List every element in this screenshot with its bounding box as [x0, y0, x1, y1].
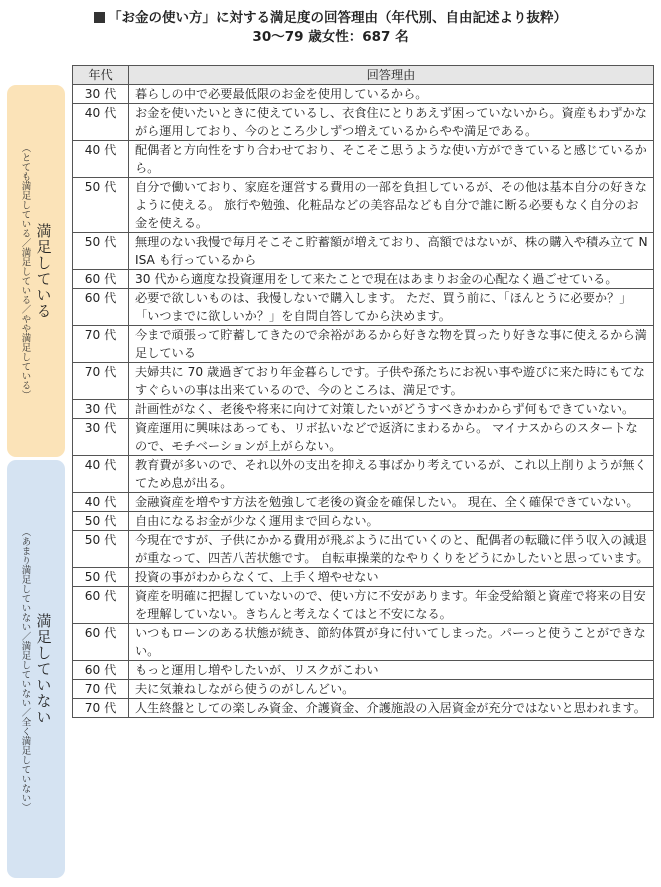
- row-age: 40 代: [73, 493, 129, 512]
- row-age: 50 代: [73, 512, 129, 531]
- table-row: [73, 587, 654, 624]
- column-header-age: 年代: [73, 66, 129, 85]
- group-unsatisfied-title: 満足していない: [34, 613, 53, 725]
- square-bullet-icon: [94, 12, 105, 23]
- table-row: [73, 326, 654, 363]
- table-row: [73, 456, 654, 493]
- row-age: 40 代: [73, 104, 129, 141]
- table-row: [73, 531, 654, 568]
- row-age: 70 代: [73, 326, 129, 363]
- table-row: [73, 363, 654, 400]
- row-reason: 人生終盤としての楽しみ資金、介護資金、介護施設の入居資金が充分ではないと思われます。: [129, 699, 654, 718]
- row-reason: 無理のない我慢で毎月そこそこ貯蓄額が増えており、高額ではないが、株の購入や積み立て NISA も行っているから: [129, 233, 654, 270]
- row-reason: 教育費が多いので、それ以外の支出を抑える事ばかり考えているが、これ以上削りようが無くてため息が出る。: [129, 456, 654, 493]
- group-satisfied-subtitle: （とても満足している／満足している／やや満足している）: [19, 142, 31, 400]
- table-row: [73, 289, 654, 326]
- row-age: 60 代: [73, 587, 129, 624]
- row-reason: 暮らしの中で必要最低限のお金を使用しているから。: [129, 85, 654, 104]
- page-title-text: 「お金の使い方」に対する満足度の回答理由（年代別、自由記述より抜粋）: [108, 10, 567, 26]
- row-age: 30 代: [73, 85, 129, 104]
- table-row: [73, 270, 654, 289]
- row-reason: 計画性がなく、老後や将来に向けて対策したいがどうすべきかわからず何もできていない。: [129, 400, 654, 419]
- row-age: 50 代: [73, 568, 129, 587]
- row-age: 60 代: [73, 624, 129, 661]
- table-row: [73, 699, 654, 718]
- table-row: [73, 85, 654, 104]
- table-row: [73, 141, 654, 178]
- row-age: 50 代: [73, 233, 129, 270]
- row-reason: 必要で欲しいものは、我慢しないで購入します。 ただ、買う前に、「ほんとうに必要か？」「いつまでに欲しいか？」を自問自答してから決めます。: [129, 289, 654, 326]
- row-reason: 夫に気兼ねしながら使うのがしんどい。: [129, 680, 654, 699]
- table-row: [73, 400, 654, 419]
- row-age: 60 代: [73, 661, 129, 680]
- row-age: 30 代: [73, 419, 129, 456]
- row-age: 60 代: [73, 270, 129, 289]
- row-reason: 30 代から適度な投資運用をして来たことで現在はあまりお金の心配なく過ごせている。: [129, 270, 654, 289]
- group-label-unsatisfied: [7, 460, 65, 878]
- row-reason: いつもローンのある状態が続き、節約体質が身に付いてしまった。パーっと使うことができない。: [129, 624, 654, 661]
- row-reason: 資産運用に興味はあっても、リボ払いなどで返済にまわるから。 マイナスからのスタートなので、モチベーションが上がらない。: [129, 419, 654, 456]
- row-age: 50 代: [73, 178, 129, 233]
- table-header-row: [73, 66, 654, 85]
- reasons-table: [72, 65, 654, 718]
- table-row: [73, 624, 654, 661]
- row-reason: 今現在ですが、子供にかかる費用が飛ぶように出ていくのと、配偶者の転職に伴う収入の減退が重なって、四苦八苦状態です。 自転車操業的なやりくりをどうにかしたいと思っています。: [129, 531, 654, 568]
- table-row: [73, 178, 654, 233]
- row-age: 50 代: [73, 531, 129, 568]
- row-age: 70 代: [73, 363, 129, 400]
- page-subtitle: 30～79 歳女性：687 名: [252, 29, 409, 45]
- column-header-reason: 回答理由: [129, 66, 654, 85]
- group-satisfied-title: 満足している: [34, 223, 53, 319]
- row-reason: 自分で働いており、家庭を運営する費用の一部を負担しているが、その他は基本自分の好きなように使える。 旅行や勉強、化粧品などの美容品なども自分で誰に断る必要もなく自分のお金を使える。: [129, 178, 654, 233]
- row-age: 30 代: [73, 400, 129, 419]
- row-reason: お金を使いたいときに使えているし、衣食住にとりあえず困っていないから。資産もわずかながら運用しており、今のところ少しずつ増えているからやや満足である。: [129, 104, 654, 141]
- table-row: [73, 512, 654, 531]
- row-reason: もっと運用し増やしたいが、リスクがこわい: [129, 661, 654, 680]
- page-title: [0, 9, 661, 28]
- row-reason: 金融資産を増やす方法を勉強して老後の資金を確保したい。 現在、全く確保できていない。: [129, 493, 654, 512]
- table-row: [73, 568, 654, 587]
- table-row: [73, 680, 654, 699]
- table-row: [73, 493, 654, 512]
- table-row: [73, 233, 654, 270]
- row-age: 70 代: [73, 699, 129, 718]
- row-reason: 配偶者と方向性をすり合わせており、そこそこ思うような使い方ができていると感じているから。: [129, 141, 654, 178]
- row-reason: 夫婦共に 70 歳過ぎており年金暮らしです。子供や孫たちにお祝い事や遊びに来た時にもてなすぐらいの事は出来ているので、今のところは、満足です。: [129, 363, 654, 400]
- group-label-satisfied: [7, 85, 65, 457]
- row-reason: 資産を明確に把握していないので、使い方に不安があります。年金受給額と資産で将来の目安を理解していない。きちんと考えなくてはと不安になる。: [129, 587, 654, 624]
- table-row: [73, 104, 654, 141]
- row-age: 70 代: [73, 680, 129, 699]
- table-row: [73, 419, 654, 456]
- group-unsatisfied-subtitle: （あまり満足していない／満足していない／全く満足していない）: [19, 526, 31, 812]
- row-age: 60 代: [73, 289, 129, 326]
- row-reason: 投資の事がわからなくて、上手く増やせない: [129, 568, 654, 587]
- row-reason: 自由になるお金が少なく運用まで回らない。: [129, 512, 654, 531]
- row-reason: 今まで頑張って貯蓄してきたので余裕があるから好きな物を買ったり好きな事に使えるから満足している: [129, 326, 654, 363]
- table-row: [73, 661, 654, 680]
- row-age: 40 代: [73, 456, 129, 493]
- row-age: 40 代: [73, 141, 129, 178]
